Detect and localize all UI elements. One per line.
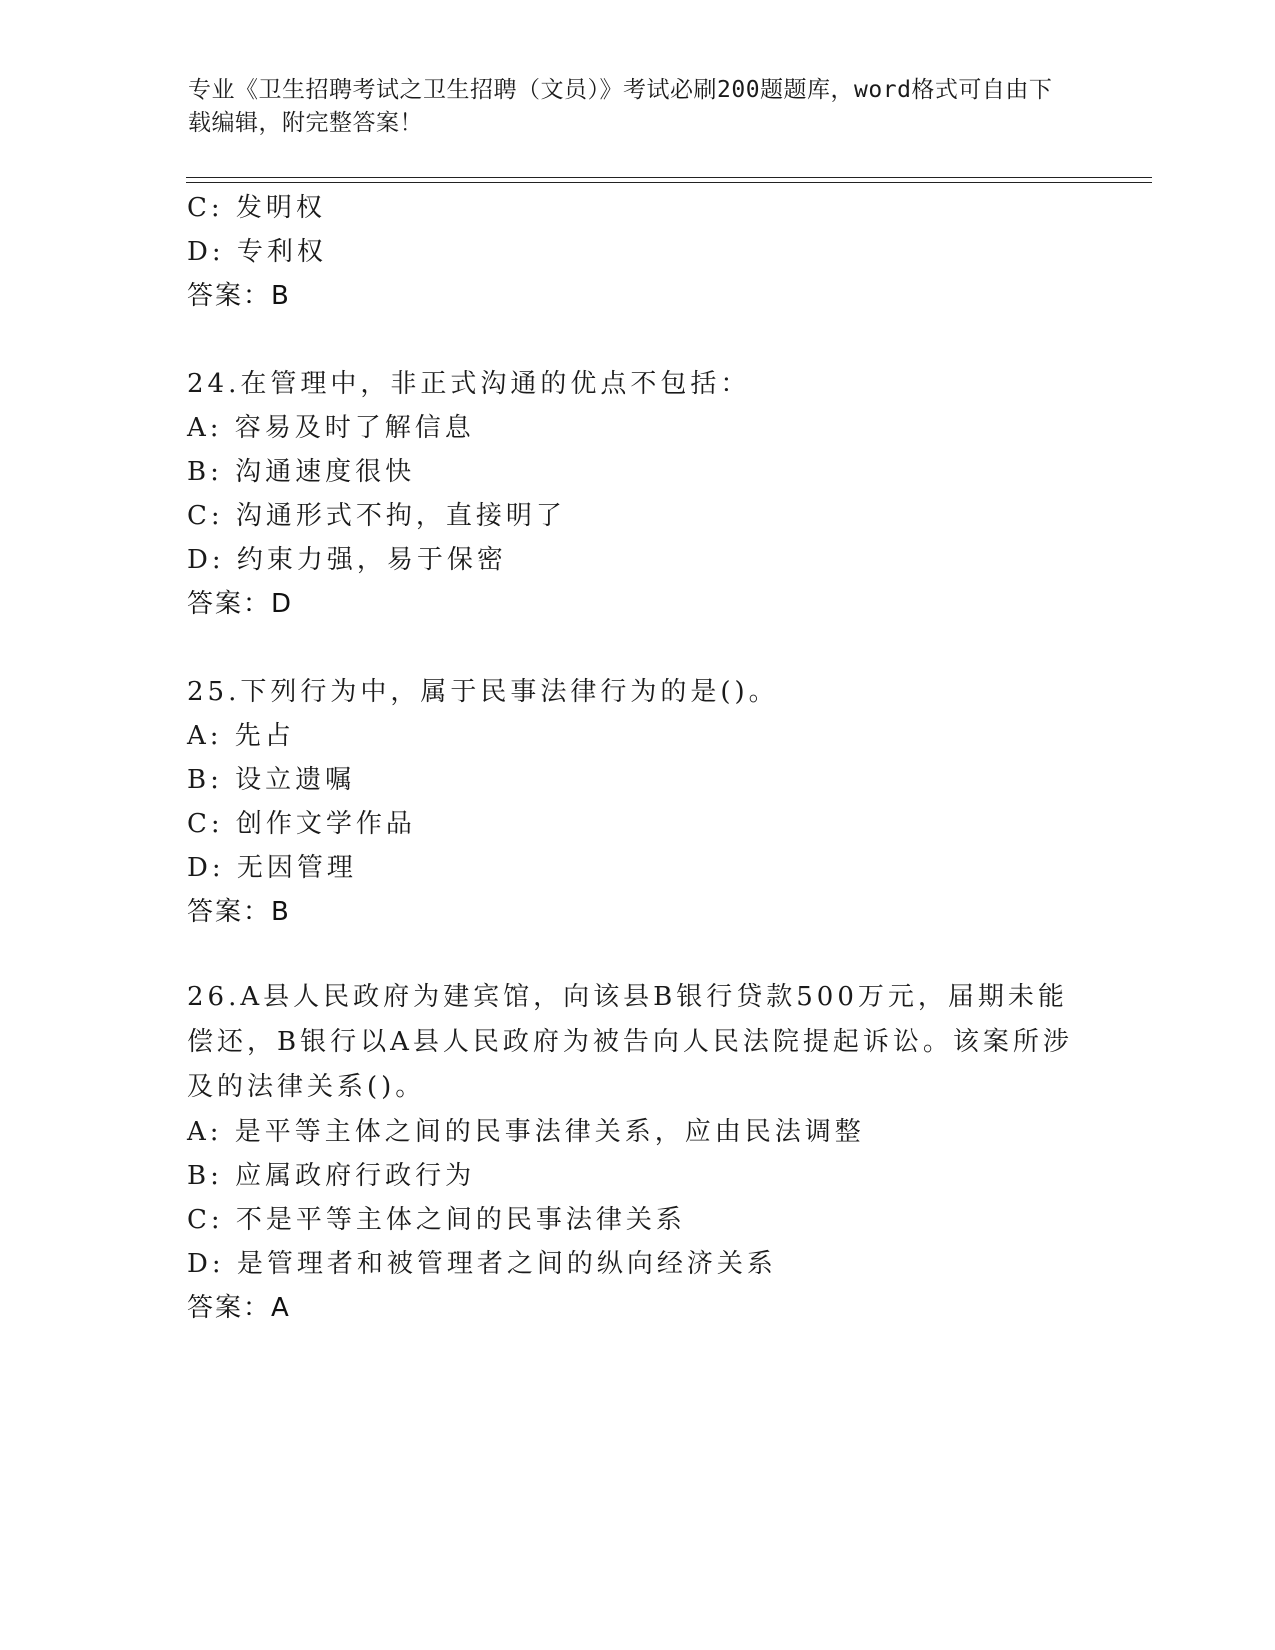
question-25-option-b: B: 设立遗嘱 [187, 765, 356, 795]
question-24-option-d: D: 约束力强，易于保密 [187, 545, 507, 575]
question-24-option-c: C: 沟通形式不拘，直接明了 [187, 501, 566, 531]
document-header: 专业《卫生招聘考试之卫生招聘（文员）》考试必刷200题题库，word格式可自由下载编辑，附完整答案！ [188, 77, 1053, 136]
question-24-option-a: A: 容易及时了解信息 [187, 413, 475, 443]
question-26-option-a: A: 是平等主体之间的民事法律关系，应由民法调整 [187, 1117, 865, 1147]
question-24-stem: 24.在管理中，非正式沟通的优点不包括： [187, 369, 751, 399]
question-25-answer: 答案：B [187, 897, 291, 927]
question-25-stem: 25.下列行为中，属于民事法律行为的是()。 [187, 677, 779, 707]
question-24-option-b: B: 沟通速度很快 [187, 457, 416, 487]
question-25-option-a: A: 先占 [187, 721, 295, 751]
question-26-stem: 26.A县人民政府为建宾馆，向该县B银行贷款500万元，届期未能偿还，B银行以A县人民政府为被告向人民法院提起诉讼。该案所涉及的法律关系()。 [187, 982, 1073, 1102]
option-d: D: 专利权 [187, 237, 327, 267]
question-24-answer: 答案：D [187, 589, 294, 619]
question-26-option-c: C: 不是平等主体之间的民事法律关系 [187, 1205, 686, 1235]
question-26-option-b: B: 应属政府行政行为 [187, 1161, 476, 1191]
question-26-answer: 答案：A [187, 1293, 291, 1323]
option-c: C: 发明权 [187, 193, 326, 223]
header-divider-second [186, 182, 1152, 183]
question-26-option-d: D: 是管理者和被管理者之间的纵向经济关系 [187, 1249, 777, 1279]
header-divider [186, 177, 1152, 178]
question-25-option-c: C: 创作文学作品 [187, 809, 416, 839]
answer-line: 答案：B [187, 281, 291, 311]
question-25-option-d: D: 无因管理 [187, 853, 357, 883]
